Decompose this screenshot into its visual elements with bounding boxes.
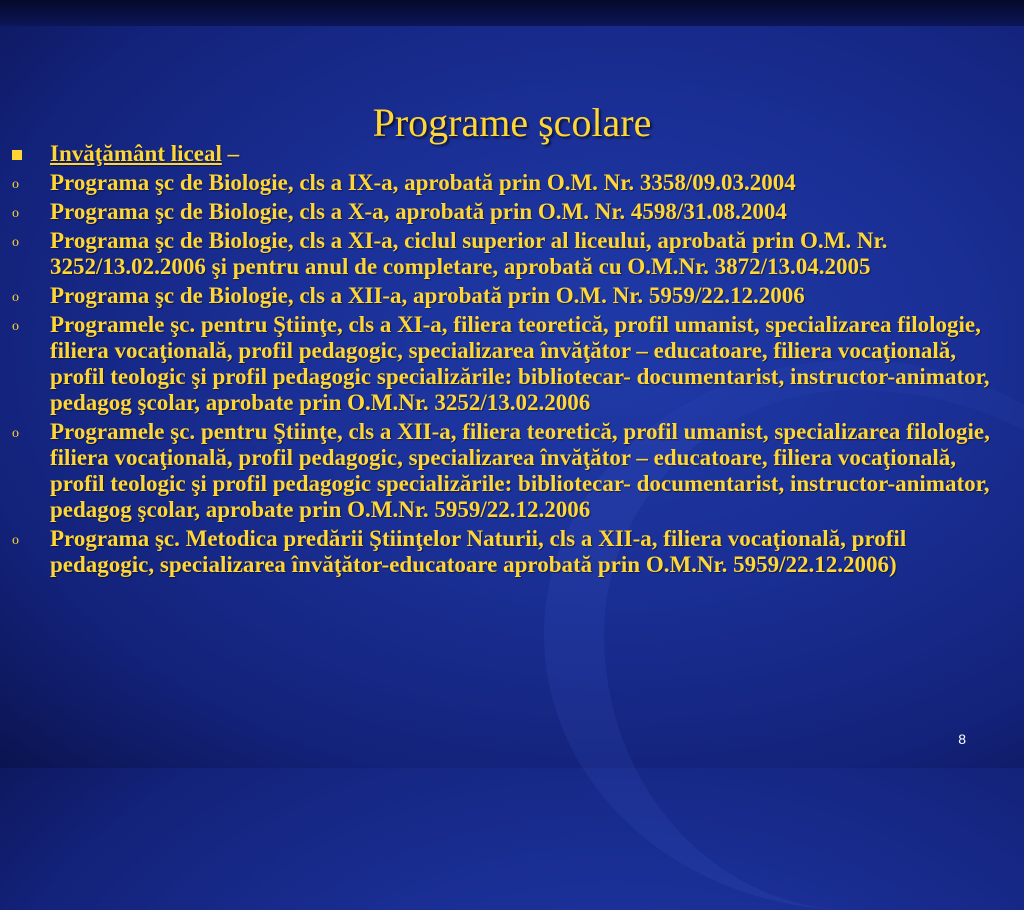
list-item bbox=[10, 283, 1000, 309]
list-item-text: Programa şc de Biologie, cls a X-a, aprobată prin O.M. Nr. 4598/31.08.2004 bbox=[50, 199, 787, 224]
slide-title: Programe şcolare bbox=[372, 99, 652, 145]
list-item bbox=[10, 526, 1000, 578]
list-item-text: Programa şc. Metodica predării Ştiinţelor Naturii, cls a XII-a, filiera vocaţională, profil pedagogic, specializarea învăţător-educatoare aprobată prin O.M.Nr. 5959/22.12.2006) bbox=[50, 526, 907, 577]
list-item bbox=[10, 199, 1000, 225]
heading-suffix: – bbox=[221, 141, 240, 166]
list-item-text: Programele şc. pentru Ştiinţe, cls a XI-a, filiera teoretică, profil umanist, specializarea filologie, filiera vocaţională, profil pedagogic, specializarea învăţător – educatoare, filiera vocaţională, profil teologic şi profil pedagogic specializările: bibliotecar- documentarist, instructor-animator, pedagog şcolar, aprobate prin O.M.Nr. 3252/13.02.2006 bbox=[50, 312, 990, 415]
list-item bbox=[10, 419, 1000, 523]
list-item-text: Programele şc. pentru Ştiinţe, cls a XII-a, filiera teoretică, profil umanist, specializarea filologie, filiera vocaţională, profil pedagogic, specializarea învăţător – educatoare, filiera vocaţională, profil teologic şi profil pedagogic specializările: bibliotecar- documentarist, instructor-animator, pedagog şcolar, aprobate prin O.M.Nr. 5959/22.12.2006 bbox=[50, 419, 990, 522]
circle-bullet-icon: o bbox=[12, 426, 19, 441]
list-item-text: Programa şc de Biologie, cls a IX-a, aprobată prin O.M. Nr. 3358/09.03.2004 bbox=[50, 170, 796, 195]
bullet-list bbox=[10, 141, 1000, 581]
top-band bbox=[0, 0, 1024, 26]
list-item bbox=[10, 228, 1000, 280]
circle-bullet-icon: o bbox=[12, 290, 19, 305]
list-item bbox=[10, 170, 1000, 196]
circle-bullet-icon: o bbox=[12, 319, 19, 334]
circle-bullet-icon: o bbox=[12, 533, 19, 548]
heading-underlined: Invăţământ liceal bbox=[50, 141, 222, 166]
list-item bbox=[10, 312, 1000, 416]
square-bullet-icon bbox=[12, 150, 22, 160]
list-item-text: Programa şc de Biologie, cls a XI-a, ciclul superior al liceului, aprobată prin O.M. Nr. 3252/13.02.2006 şi pentru anul de completare, aprobată cu O.M.Nr. 3872/13.04.2005 bbox=[50, 228, 888, 279]
list-item-text: Programa şc de Biologie, cls a XII-a, aprobată prin O.M. Nr. 5959/22.12.2006 bbox=[50, 283, 805, 308]
page-number: 8 bbox=[958, 731, 966, 747]
circle-bullet-icon: o bbox=[12, 177, 19, 192]
circle-bullet-icon: o bbox=[12, 235, 19, 250]
list-item-heading bbox=[10, 141, 1000, 167]
circle-bullet-icon: o bbox=[12, 206, 19, 221]
